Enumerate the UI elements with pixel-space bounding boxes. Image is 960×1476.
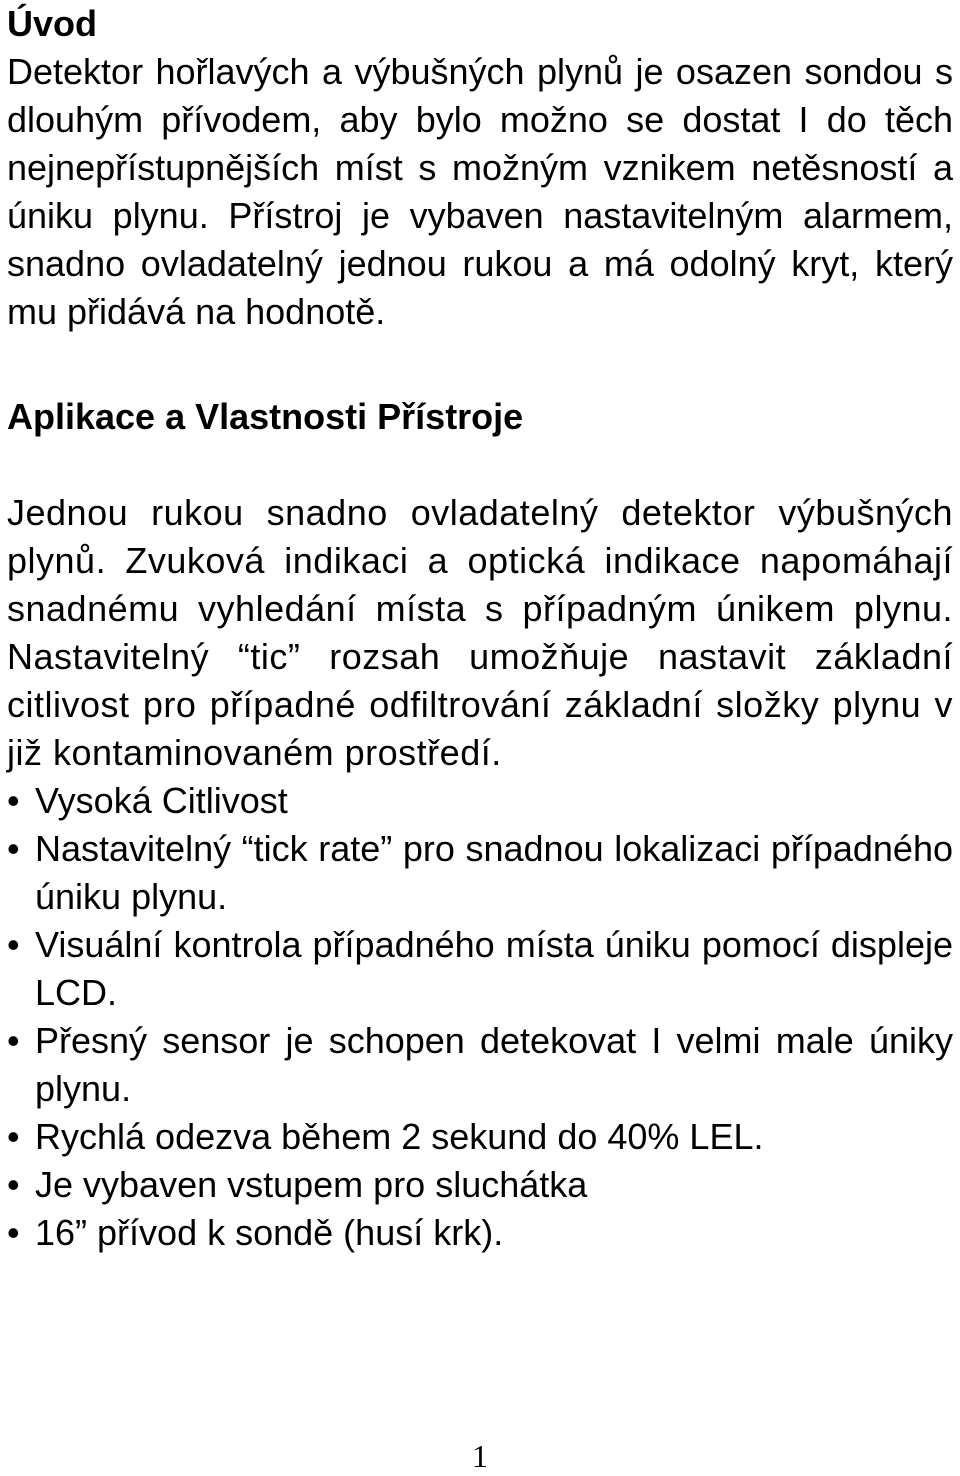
intro-heading: Úvod <box>7 3 97 44</box>
list-item-text: Nastavitelný “tick rate” pro snadnou lokalizaci případného úniku plynu. <box>35 828 953 917</box>
bullet-icon: • <box>7 1020 20 1061</box>
list-item-text: Visuální kontrola případného místa úniku pomocí displeje LCD. <box>35 924 953 1013</box>
list-item-text: Vysoká Citlivost <box>35 780 288 821</box>
bullet-icon: • <box>7 924 20 965</box>
list-item <box>7 1017 953 1113</box>
list-item <box>7 1113 953 1161</box>
bullet-icon: • <box>7 1212 20 1253</box>
list-item-text: Přesný sensor je schopen detekovat I velmi male úniky plynu. <box>35 1020 953 1109</box>
features-heading: Aplikace a Vlastnosti Přístroje <box>7 396 524 437</box>
list-item <box>7 1161 953 1209</box>
list-item-text: Rychlá odezva během 2 sekund do 40% LEL. <box>35 1116 764 1157</box>
list-item <box>7 777 953 825</box>
bullet-icon: • <box>7 780 20 821</box>
bullet-icon: • <box>7 1164 20 1205</box>
feature-list <box>7 777 953 1257</box>
features-paragraph: Jednou rukou snadno ovladatelný detektor výbušných plynů. Zvuková indikaci a optická indikace napomáhají snadnému vyhledání místa s případným únikem plynu. Nastavitelný “tic” rozsah umožňuje nastavit základní citlivost pro případné odfiltrování základní složky plynu v již kontaminovaném prostředí. <box>7 492 953 773</box>
list-item-text: Je vybaven vstupem pro sluchátka <box>35 1164 588 1205</box>
bullet-icon: • <box>7 1116 20 1157</box>
list-item <box>7 1209 953 1257</box>
list-item <box>7 825 953 921</box>
list-item <box>7 921 953 1017</box>
document-page <box>7 0 953 1257</box>
intro-paragraph: Detektor hořlavých a výbušných plynů je osazen sondou s dlouhým přívodem, aby bylo možno se dostat I do těch nejnepřístupnějších míst s možným vznikem netěsností a úniku plynu. Přístroj je vybaven nastavitelným alarmem, snadno ovladatelný jednou rukou a má odolný kryt, který mu přidává na hodnotě. <box>7 51 953 332</box>
list-item-text: 16” přívod k sondě (husí krk). <box>35 1212 504 1253</box>
bullet-icon: • <box>7 828 20 869</box>
page-number: 1 <box>472 1438 488 1474</box>
